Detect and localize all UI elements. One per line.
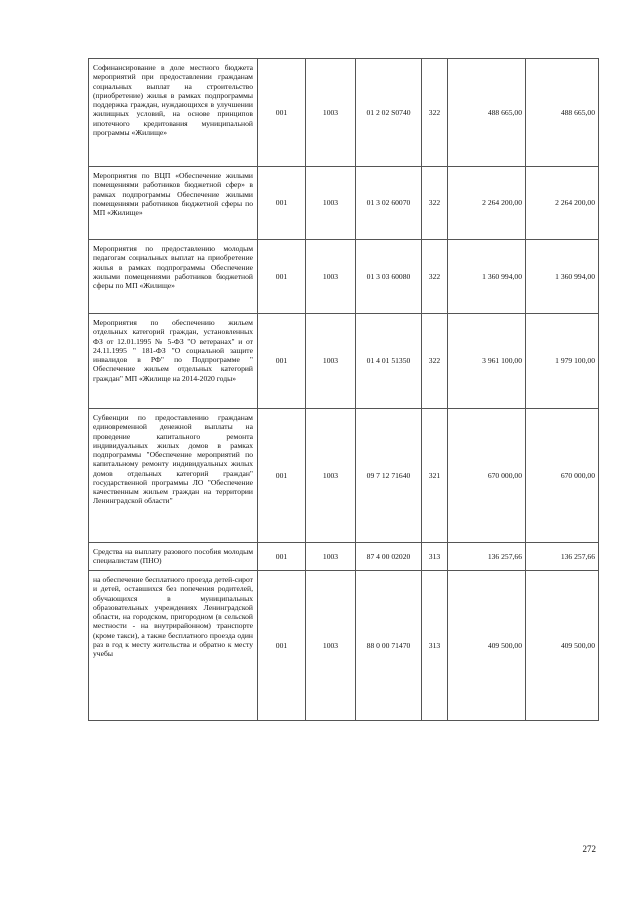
table-row: [89, 543, 599, 571]
row-amount-plan: 2 264 200,00: [448, 167, 526, 240]
row-section: 1003: [306, 543, 356, 571]
row-type: 313: [422, 571, 448, 721]
row-code: 001: [258, 314, 306, 409]
row-amount-plan: 670 000,00: [448, 409, 526, 543]
row-target: 01 3 03 60080: [356, 240, 422, 314]
row-code: 001: [258, 543, 306, 571]
table-row: [89, 314, 599, 409]
row-type: 322: [422, 240, 448, 314]
row-type: 313: [422, 543, 448, 571]
table-row: [89, 59, 599, 167]
row-amount-exec: 1 979 100,00: [526, 314, 599, 409]
row-amount-exec: 409 500,00: [526, 571, 599, 721]
row-amount-plan: 136 257,66: [448, 543, 526, 571]
table-row: [89, 240, 599, 314]
row-description: Мероприятия по обеспечению жильем отдельных категорий граждан, установленных ФЗ от 12.01.1995 № 5-ФЗ "О ветеранах" и от 24.11.1995 " 181-ФЗ "О социальной защите инвалидов в РФ" по Подпрограмме " Обеспечение жильем отдельных категорий граждан" МП «Жилище на 2014-2020 годы»: [89, 314, 258, 409]
row-code: 001: [258, 59, 306, 167]
row-section: 1003: [306, 314, 356, 409]
row-type: 322: [422, 167, 448, 240]
row-target: 87 4 00 02020: [356, 543, 422, 571]
row-target: 01 2 02 S0740: [356, 59, 422, 167]
row-code: 001: [258, 240, 306, 314]
page-number: 272: [582, 844, 596, 854]
row-target: 09 7 12 71640: [356, 409, 422, 543]
budget-table: [88, 58, 599, 721]
row-amount-exec: 136 257,66: [526, 543, 599, 571]
row-section: 1003: [306, 59, 356, 167]
table-row: [89, 167, 599, 240]
row-section: 1003: [306, 409, 356, 543]
row-type: 321: [422, 409, 448, 543]
row-section: 1003: [306, 240, 356, 314]
table-row: [89, 571, 599, 721]
row-description: Субвенции по предоставлению гражданам единовременной денежной выплаты на проведение капитального ремонта индивидуальных жилых домов в рамках подпрограммы "Обеспечение мероприятий по капитальному ремонту индивидуальных жилых домов отдельных категорий граждан" государственной программы ЛО "Обеспечение качественным жильем граждан на территории Ленинградской области": [89, 409, 258, 543]
row-code: 001: [258, 167, 306, 240]
row-amount-exec: 1 360 994,00: [526, 240, 599, 314]
row-amount-exec: 670 000,00: [526, 409, 599, 543]
row-amount-exec: 488 665,00: [526, 59, 599, 167]
row-type: 322: [422, 314, 448, 409]
row-amount-plan: 1 360 994,00: [448, 240, 526, 314]
row-amount-plan: 3 961 100,00: [448, 314, 526, 409]
row-description: Мероприятия по предоставлению молодым педагогам социальных выплат на приобретение жилья в рамках подпрограммы Обеспечение жилыми помещениями работников бюджетной сферы по МП «Жилище»: [89, 240, 258, 314]
row-target: 01 4 01 51350: [356, 314, 422, 409]
row-section: 1003: [306, 571, 356, 721]
row-amount-exec: 2 264 200,00: [526, 167, 599, 240]
row-amount-plan: 409 500,00: [448, 571, 526, 721]
row-description: Мероприятия по ВЦП «Обеспечение жилыми помещениями работников бюджетной сфер» в рамках подпрограммы Обеспечение жилыми помещениями работников бюджетной сферы по МП «Жилище»: [89, 167, 258, 240]
row-target: 88 0 00 71470: [356, 571, 422, 721]
row-code: 001: [258, 409, 306, 543]
row-target: 01 3 02 60070: [356, 167, 422, 240]
row-description: Средства на выплату разового пособия молодым специалистам (ПНО): [89, 543, 258, 571]
row-code: 001: [258, 571, 306, 721]
row-section: 1003: [306, 167, 356, 240]
row-type: 322: [422, 59, 448, 167]
row-description: Софинансирование в доле местного бюджета мероприятий при предоставлении гражданам социальных выплат на строительство (приобретение) жилья в рамках подпрограммы поддержка граждан, нуждающихся в улучшении жилищных условий, на основе принципов ипотечного кредитования муниципальной программы «Жилище»: [89, 59, 258, 167]
table-row: [89, 409, 599, 543]
row-description: на обеспечение бесплатного проезда детей-сирот и детей, оставшихся без попечения родителей, обучающихся в муниципальных образовательных учреждениях Ленинградской области, на городском, пригородном (в сельской местности - на внутрирайонном) транспорте (кроме такси), а также бесплатного проезда один раз в год к месту жительства и обратно к месту учебы: [89, 571, 258, 721]
row-amount-plan: 488 665,00: [448, 59, 526, 167]
